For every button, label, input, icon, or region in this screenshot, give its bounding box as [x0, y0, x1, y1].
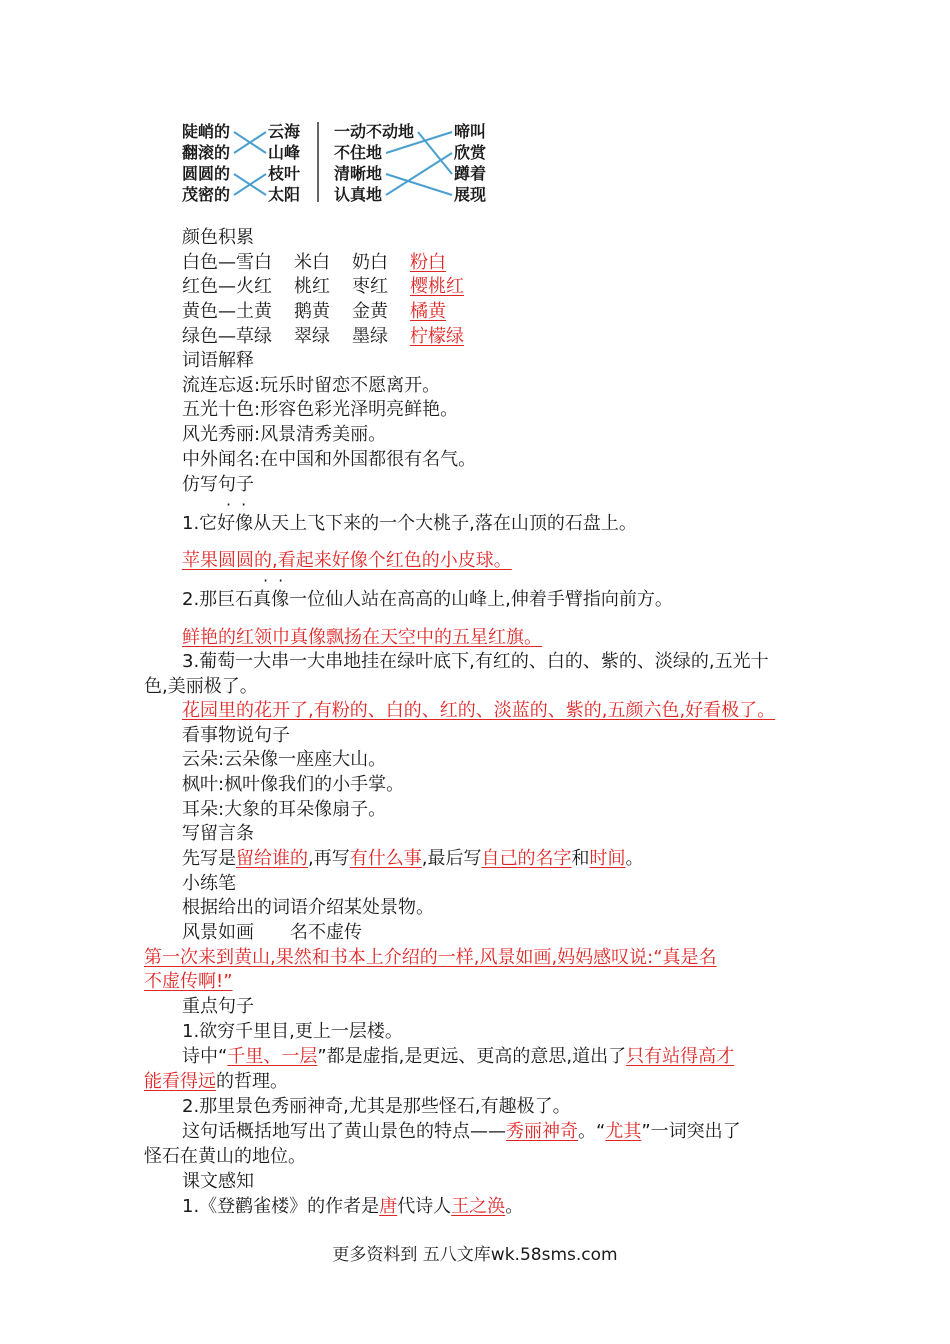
observe-item: 枫叶:枫叶像我们的小手掌。 — [182, 774, 405, 795]
text: 1.《登鹳雀楼》的作者是 — [182, 1196, 380, 1217]
observe-item: 云朵:云朵像一座座大山。 — [182, 749, 387, 770]
answer-text: 鲜艳的红领巾真像飘扬在天空中的五星红旗。 — [182, 627, 542, 648]
answer-text: 时间 — [589, 848, 626, 869]
answer-text: 自己的名字 — [481, 848, 572, 869]
color-row — [182, 300, 862, 324]
color-word: 墨绿 — [352, 326, 388, 347]
match-word: 一动不动地 — [334, 122, 415, 141]
key-sentence: 2.那里景色秀丽神奇,尤其是那些怪石,有趣极了。 — [182, 1096, 571, 1117]
section-heading: 小练笔 — [182, 873, 236, 894]
color-answer: 橘黄 — [410, 301, 446, 322]
note-instruction — [182, 847, 862, 871]
answer-text: 花园里的花开了,有粉的、白的、红的、淡蓝的、紫的,五颜六色,好看极了。 — [182, 700, 776, 721]
key-explanation — [144, 1070, 824, 1094]
answer-sentence — [182, 699, 862, 723]
section-heading: 颜色积累 — [182, 227, 254, 248]
answer-text: 留给谁的 — [236, 848, 308, 869]
text: 。“ — [578, 1121, 606, 1142]
word-explanation: 中外闻名:在中国和外国都很有名气。 — [182, 449, 477, 470]
match-word: 翻滚的 — [182, 143, 231, 162]
answer-text: 唐 — [379, 1196, 398, 1217]
section-heading: 词语解释 — [182, 350, 254, 371]
color-answer: 粉白 — [410, 252, 446, 273]
answer-text: 有什么事 — [349, 848, 422, 869]
emphasis-dots: ·· — [226, 495, 257, 514]
text: 和 — [571, 848, 590, 869]
text: ,再写 — [308, 848, 350, 869]
color-word: 奶白 — [352, 252, 388, 273]
color-row — [182, 325, 862, 349]
color-word: 金黄 — [352, 301, 388, 322]
match-word: 展现 — [454, 185, 487, 204]
text: 诗中“ — [182, 1046, 228, 1067]
color-row — [182, 275, 862, 299]
example-sentence: 3.葡萄一大串一大串地挂在绿叶底下,有红的、白的、紫的、淡绿的,五光十 — [182, 651, 769, 672]
match-word: 啼叫 — [454, 122, 487, 141]
section-heading: 课文感知 — [182, 1171, 254, 1192]
key-sentence: 1.欲穷千里目,更上一层楼。 — [182, 1021, 403, 1042]
match-word: 不住地 — [334, 143, 383, 162]
color-base: 红色—火红 — [182, 276, 272, 297]
answer-text: 苹果圆圆的,看起来好像个红色的小皮球。 — [182, 550, 512, 571]
color-word: 枣红 — [352, 276, 388, 297]
example-sentence-cont: 色,美丽极了。 — [144, 676, 258, 697]
practice-answer — [144, 946, 824, 970]
answer-text: 王之涣 — [451, 1196, 506, 1217]
answer-sentence — [182, 626, 862, 650]
text: 。 — [505, 1196, 524, 1217]
practice-words: 风景如画 名不虚传 — [182, 922, 362, 943]
text: ”都是虚指,是更远、更高的意思,道出了 — [317, 1046, 627, 1067]
match-word: 枝叶 — [268, 164, 301, 183]
example-sentence: 1.它好像从天上飞下来的一个大桃子,落在山顶的石盘上。 — [182, 513, 637, 534]
match-word: 太阳 — [268, 185, 301, 204]
text: 代诗人 — [397, 1196, 452, 1217]
text-question — [182, 1195, 862, 1219]
color-base: 黄色—土黄 — [182, 301, 272, 322]
word-explanation: 风光秀丽:风景清秀美丽。 — [182, 424, 387, 445]
word-explanation: 流连忘返:玩乐时留恋不愿离开。 — [182, 375, 441, 396]
answer-text: 秀丽神奇 — [506, 1121, 578, 1142]
section-heading: 写留言条 — [182, 823, 254, 844]
practice-instruction: 根据给出的词语介绍某处景物。 — [182, 897, 434, 918]
match-word: 清晰地 — [334, 164, 383, 183]
answer-text: 尤其 — [605, 1121, 642, 1142]
key-explanation — [182, 1120, 862, 1144]
answer-text: 不虚传啊!” — [144, 971, 233, 992]
example-sentence: 2.那巨石真像一位仙人站在高高的山峰上,伸着手臂指向前方。 — [182, 589, 673, 610]
key-explanation — [182, 1045, 862, 1069]
practice-answer — [144, 970, 824, 994]
match-word: 圆圆的 — [182, 164, 231, 183]
match-word: 陡峭的 — [182, 122, 231, 141]
word-matching-exercise — [182, 120, 492, 206]
text: 这句话概括地写出了黄山景色的特点—— — [182, 1121, 506, 1142]
answer-text: 千里、一层 — [227, 1046, 318, 1067]
section-heading: 看事物说句子 — [182, 725, 290, 746]
color-word: 米白 — [294, 252, 330, 273]
text: ”一词突出了 — [641, 1121, 741, 1142]
match-word: 山峰 — [268, 143, 301, 162]
color-word: 鹅黄 — [294, 301, 330, 322]
color-word: 桃红 — [294, 276, 330, 297]
observe-item: 耳朵:大象的耳朵像扇子。 — [182, 799, 387, 820]
color-base: 绿色—草绿 — [182, 326, 272, 347]
match-word: 欣赏 — [454, 143, 487, 162]
section-heading: 重点句子 — [182, 996, 254, 1017]
answer-text: 能看得远 — [144, 1071, 216, 1092]
match-word: 认真地 — [334, 185, 383, 204]
key-explanation: 怪石在黄山的地位。 — [144, 1146, 306, 1167]
text: 的哲理。 — [216, 1071, 288, 1092]
answer-text: 第一次来到黄山,果然和书本上介绍的一样,风景如画,妈妈感叹说:“真是名 — [144, 947, 717, 968]
footer-link[interactable]: 更多资料到 五八文库wk.58sms.com — [332, 1245, 618, 1265]
color-row — [182, 251, 862, 275]
match-word: 茂密的 — [182, 185, 231, 204]
emphasis-dots: ·· — [263, 571, 294, 590]
color-answer: 樱桃红 — [410, 276, 464, 297]
color-word: 翠绿 — [294, 326, 330, 347]
text: 先写是 — [182, 848, 236, 869]
match-word: 云海 — [268, 122, 301, 141]
color-answer: 柠檬绿 — [410, 326, 464, 347]
text: 。 — [625, 848, 644, 869]
color-base: 白色—雪白 — [182, 252, 272, 273]
text: ,最后写 — [421, 848, 482, 869]
answer-text: 只有站得高才 — [626, 1046, 735, 1067]
section-heading: 仿写句子 — [182, 474, 254, 495]
word-explanation: 五光十色:形容色彩光泽明亮鲜艳。 — [182, 399, 459, 420]
match-word: 蹲着 — [454, 164, 487, 183]
answer-sentence — [182, 549, 862, 573]
